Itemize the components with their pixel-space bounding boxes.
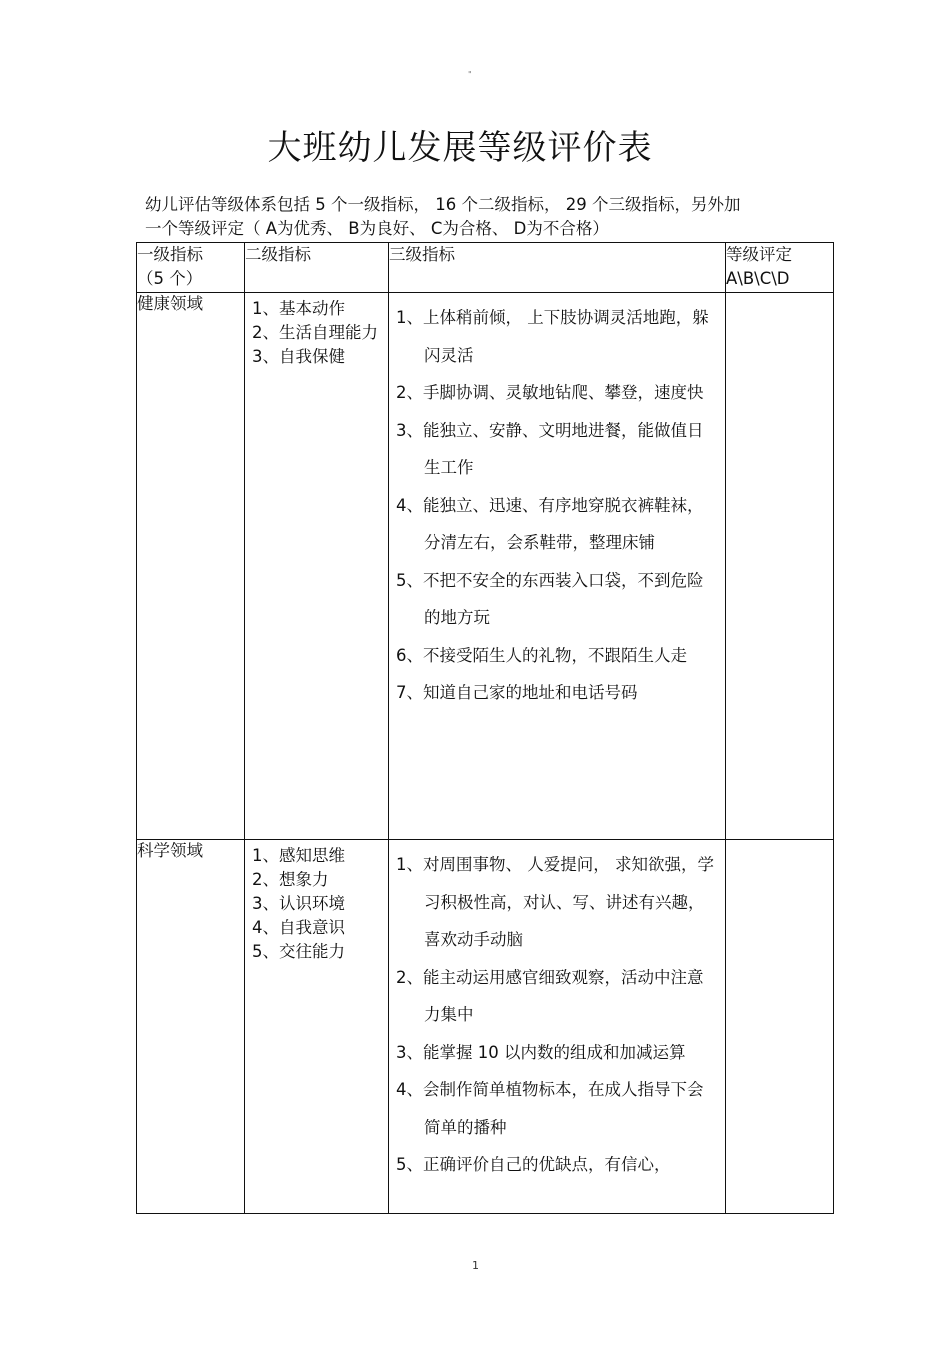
level3-cell	[389, 840, 726, 1214]
level2-list	[245, 840, 388, 964]
header-level2	[245, 243, 389, 293]
grade-cell[interactable]	[726, 840, 834, 1214]
list-item: 1、上体稍前倾， 上下肢协调灵活地跑，躲闪灵活	[396, 308, 709, 365]
level3-cell	[389, 293, 726, 840]
level2-cell	[245, 293, 389, 840]
table-header-row	[137, 243, 834, 293]
table-row	[137, 840, 834, 1214]
list-item: 1、感知思维	[252, 846, 345, 865]
list-item: 5、正确评价自己的优缺点，有信心，	[396, 1155, 671, 1174]
list-item: 4、自我意识	[252, 918, 345, 937]
header-level1-count: （5 个）	[137, 269, 203, 288]
header-level3-label: 三级指标	[389, 245, 455, 264]
table-row	[137, 293, 834, 840]
intro-line-1: 幼儿评估等级体系包括 5 个一级指标， 16 个二级指标， 29 个三级指标，另外加	[145, 195, 741, 214]
page-number: 1	[472, 1259, 479, 1272]
list-item: 5、不把不安全的东西装入口袋，不到危险的地方玩	[396, 570, 704, 627]
list-item: 6、不接受陌生人的礼物，不跟陌生人走	[396, 645, 687, 665]
list-item: 1、对周围事物、 人爱提问， 求知欲强，学习积极性高，对认、写、讲述有兴趣，喜欢动手动脑	[396, 855, 714, 949]
list-item: 3、自我保健	[252, 347, 345, 366]
list-item: 2、手脚协调、灵敏地钻爬、攀登，速度快	[396, 383, 704, 402]
list-item: 7、知道自己家的地址和电话号码	[396, 683, 638, 702]
header-level2-label: 二级指标	[245, 245, 311, 264]
intro-line-2: 一个等级评定（ A为优秀、 B为良好、 C为合格、 D为不合格）	[145, 219, 609, 238]
list-item: 4、会制作简单植物标本，在成人指导下会简单的播种	[396, 1080, 704, 1137]
level2-list	[245, 293, 388, 369]
list-item: 3、认识环境	[252, 894, 345, 913]
header-level1	[137, 243, 245, 293]
page-title: 大班幼儿发展等级评价表	[267, 128, 653, 168]
level3-list	[389, 293, 725, 712]
grade-cell[interactable]	[726, 293, 834, 840]
domain-cell-health: 健康领域	[137, 293, 245, 840]
header-grade	[726, 243, 834, 293]
list-item: 5、交往能力	[252, 942, 345, 961]
list-item: 4、能独立、迅速、有序地穿脱衣裤鞋袜，分清左右，会系鞋带，整理床铺	[396, 495, 704, 552]
header-level1-label: 一级指标	[137, 245, 203, 264]
domain-cell-science: 科学领域	[137, 840, 245, 1214]
header-grade-label: 等级评定	[726, 245, 792, 264]
level2-cell	[245, 840, 389, 1214]
list-item: 3、能掌握 10 以内数的组成和加减运算	[396, 1042, 686, 1062]
list-item: 1、基本动作	[252, 299, 345, 318]
list-item: 2、能主动运用感官细致观察，活动中注意力集中	[396, 967, 704, 1024]
header-level3	[389, 243, 726, 293]
list-item: 2、生活自理能力	[252, 323, 378, 342]
evaluation-table	[136, 242, 834, 1214]
level3-list	[389, 840, 725, 1184]
list-item: 2、想象力	[252, 870, 329, 889]
intro-paragraph	[145, 193, 825, 241]
top-mark: "	[468, 70, 472, 79]
list-item: 3、能独立、安静、文明地进餐，能做值日生工作	[396, 420, 704, 477]
header-grade-scale: A\B\C\D	[726, 269, 790, 288]
